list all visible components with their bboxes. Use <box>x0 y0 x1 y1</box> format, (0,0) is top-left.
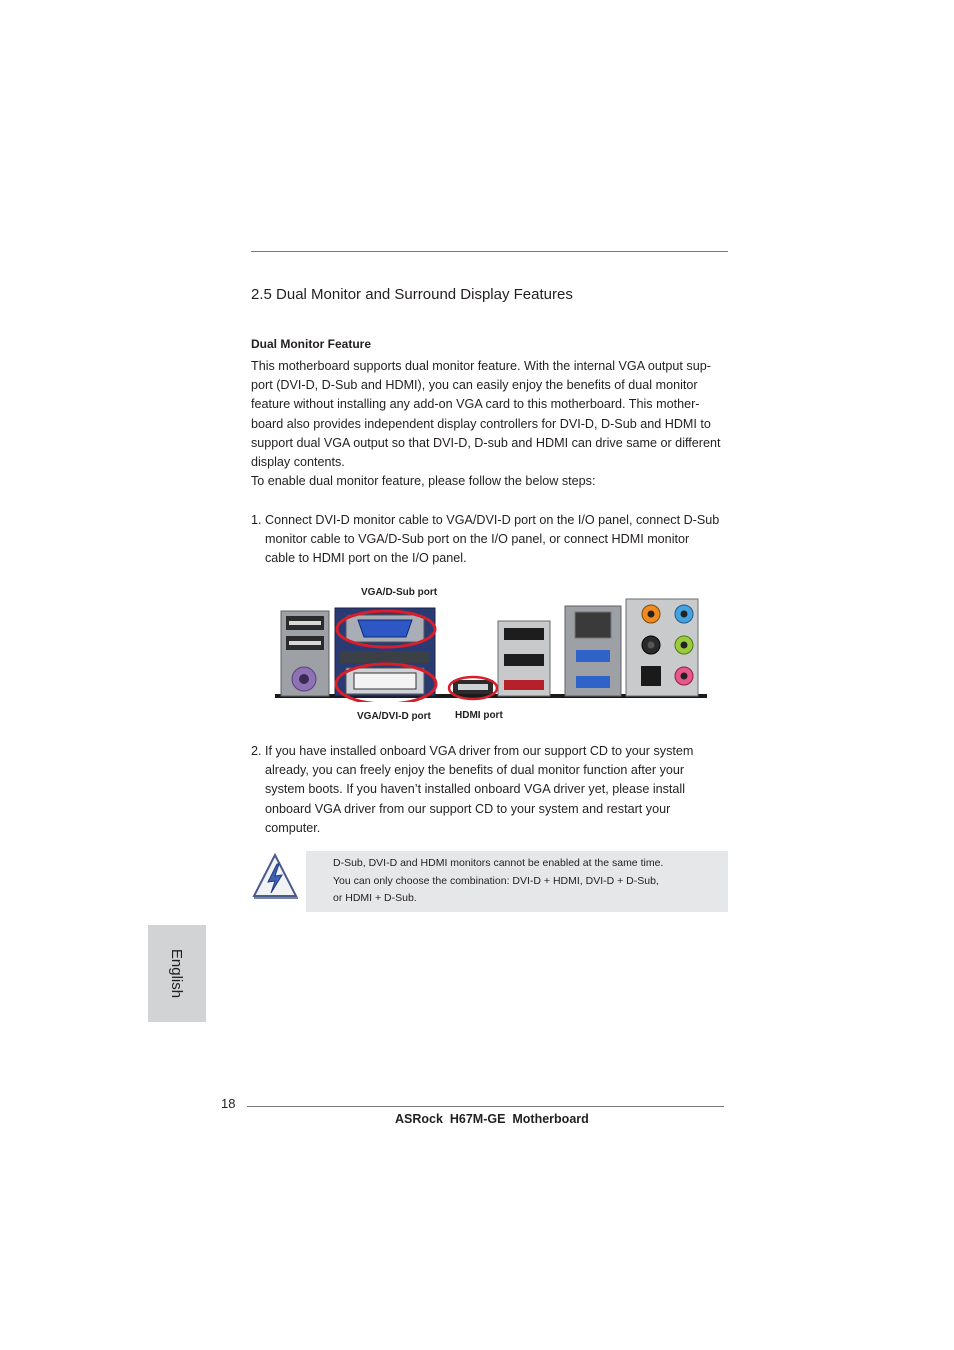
step-line: already, you can freely enjoy the benefits of dual monitor function after your <box>265 763 685 778</box>
step-line: onboard VGA driver from our support CD to your system and restart your <box>265 801 671 816</box>
footer-title: ASRock H67M-GE Motherboard <box>395 1112 589 1126</box>
paragraph-line: This motherboard supports dual monitor feature. With the internal VGA output sup- <box>251 359 711 373</box>
note-line: D-Sub, DVI-D and HDMI monitors cannot be enabled at the same time. <box>333 857 664 869</box>
language-side-tab-label: English <box>168 948 186 999</box>
note-line: You can only choose the combination: DVI-D + HDMI, DVI-D + D-Sub, <box>333 874 659 887</box>
step-line: computer. <box>265 820 321 835</box>
vga-dvid-port-caption: VGA/DVI-D port <box>357 711 431 722</box>
step-1 <box>251 511 729 569</box>
paragraph-line: port (DVI-D, D-Sub and HDMI), you can easily enjoy the benefits of dual monitor <box>251 378 698 393</box>
usb-ps2-stack <box>281 611 329 696</box>
step-line: system boots. If you haven’t installed onboard VGA driver yet, please install <box>265 782 686 797</box>
section-title: 2.5 Dual Monitor and Surround Display Features <box>251 286 573 303</box>
usb-esata-stack <box>498 621 550 696</box>
dual-monitor-paragraph <box>251 357 729 491</box>
note-line: or HDMI + D-Sub. <box>333 892 417 904</box>
top-divider <box>251 251 728 252</box>
step-line: monitor cable to VGA/D-Sub port on the I/O panel, or connect HDMI monitor <box>265 532 690 547</box>
vga-dsub-port-caption: VGA/D-Sub port <box>361 587 438 598</box>
paragraph-line: To enable dual monitor feature, please follow the below steps: <box>251 474 596 489</box>
paragraph-line: board also provides independent display controllers for DVI-D, D-Sub and HDMI to <box>251 416 711 431</box>
language-side-tab-label-wrap <box>148 925 206 1022</box>
step-2 <box>251 742 729 838</box>
step-line: 2. If you have installed onboard VGA driver from our support CD to your system <box>251 744 694 758</box>
dual-monitor-heading: Dual Monitor Feature <box>251 337 372 351</box>
step-line: cable to HDMI port on the I/O panel. <box>265 551 467 566</box>
vga-dvi-block <box>335 608 435 696</box>
hdmi-port-caption: HDMI port <box>455 710 503 721</box>
hdmi-port-graphic <box>453 680 493 694</box>
lan-usb3-stack <box>565 606 621 696</box>
page-number: 18 <box>221 1096 236 1111</box>
step-line: 1. Connect DVI-D monitor cable to VGA/DVI-D port on the I/O panel, connect D-Sub <box>251 513 720 527</box>
note-text <box>333 855 695 908</box>
footer-divider <box>247 1106 724 1107</box>
paragraph-line: display contents. <box>251 455 345 470</box>
paragraph-line: support dual VGA output so that DVI-D, D-sub and HDMI can drive same or different <box>251 435 721 450</box>
paragraph-line: feature without installing any add-on VGA card to this motherboard. This mother- <box>251 397 700 412</box>
io-panel-illustration <box>272 598 712 702</box>
warning-triangle-icon <box>250 851 300 901</box>
audio-jack-stack <box>626 599 698 696</box>
